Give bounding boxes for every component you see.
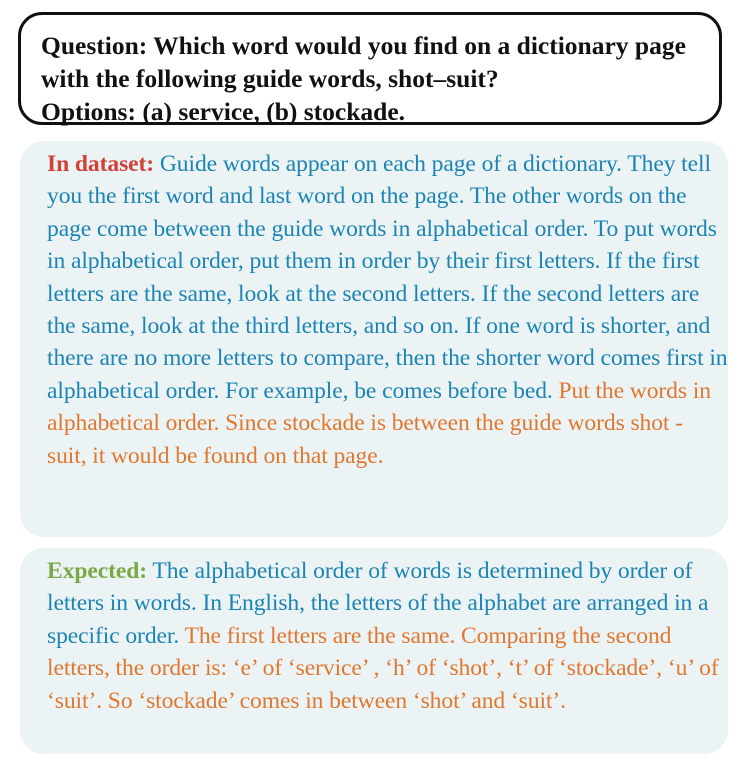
expected-label: Expected: (47, 558, 148, 584)
question-box (18, 12, 722, 125)
dataset-label: In dataset: (47, 151, 155, 177)
dataset-text (47, 148, 728, 472)
dataset-reasoning: Put the words in alphabetical order. Since stockade is between the guide words shot - suit, it would be found on that page. (47, 377, 711, 469)
question-text (41, 29, 699, 128)
question-options: Options: (a) service, (b) stockade. (41, 97, 406, 126)
dataset-panel (20, 141, 728, 537)
expected-reasoning: The first letters are the same. Comparing the second letters, the order is: ‘e’ of ‘service’ , ‘h’ of ‘shot’, ‘t’ of ‘stockade’, ‘u’ of ‘suit’. So ‘stockade’ comes in between ‘shot’ and ‘suit’. (47, 622, 719, 714)
expected-text (47, 555, 728, 717)
expected-panel (20, 548, 728, 754)
dataset-explanation: Guide words appear on each page of a dictionary. They tell you the first word and last word on the page. The other words on the page come between the guide words in alphabetical order. To put words in alphabetical order, put them in order by their first letters. If the first letters are the same, look at the second letters. If the second letters are the same, look at the third letters, and so on. If one word is shorter, and there are no more letters to compare, then the shorter word comes first in alphabetical order. For example, be comes before bed. (47, 151, 728, 404)
question-line-1: Question: Which word would you find on a dictionary page (41, 31, 686, 60)
question-line-2: with the following guide words, shot–suit? (41, 64, 499, 93)
expected-explanation: The alphabetical order of words is determined by order of letters in words. In English, the letters of the alphabet are arranged in a specific order. (47, 558, 709, 649)
